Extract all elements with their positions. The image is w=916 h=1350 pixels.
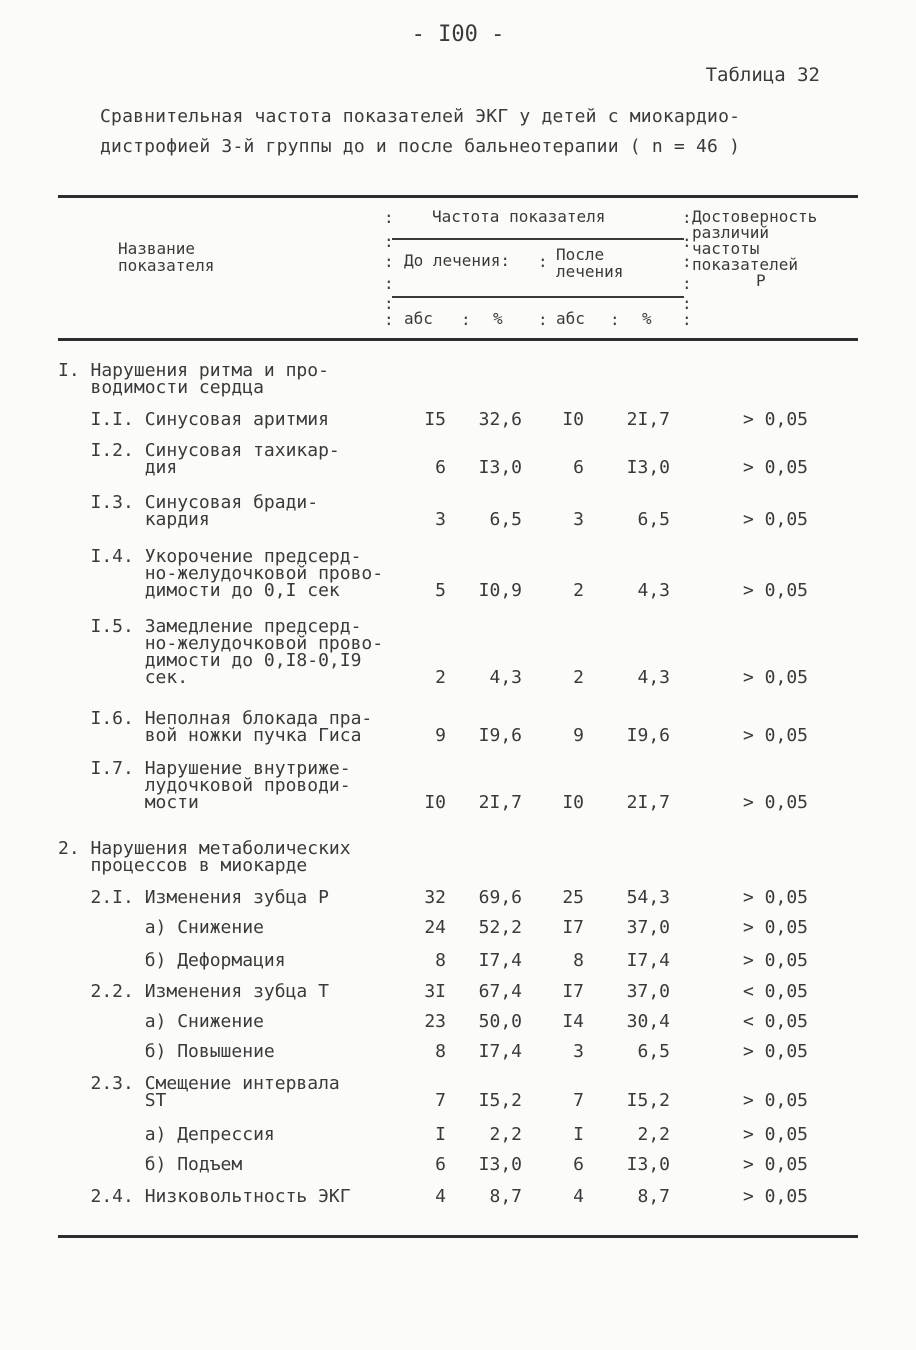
row-label-line: лудочковой проводи- xyxy=(58,775,351,796)
cell-pct2: 4,3 xyxy=(637,580,670,601)
cell-pct1: 8,7 xyxy=(489,1186,522,1207)
cell-abs2: 6 xyxy=(573,1154,584,1175)
row-label-line: кардия xyxy=(58,509,210,530)
cell-p: > 0,05 xyxy=(742,950,808,971)
cell-pct1: 6,5 xyxy=(489,509,522,530)
cell-abs1: 2 xyxy=(435,667,446,688)
cell-pct2: I7,4 xyxy=(626,950,670,971)
row-label-line: а) Снижение xyxy=(58,1011,264,1032)
cell-p: > 0,05 xyxy=(742,409,808,430)
header-separator: : xyxy=(682,310,692,329)
header-percent-after: % xyxy=(642,309,652,328)
header-separator: : xyxy=(682,294,692,313)
cell-pct2: 2,2 xyxy=(637,1124,670,1145)
row-label-line: I.4. Укорочение предсерд- xyxy=(58,546,362,567)
cell-abs1: I0 xyxy=(424,792,446,813)
header-significance-2: различий xyxy=(692,223,770,242)
cell-pct2: 37,0 xyxy=(626,981,670,1002)
cell-abs2: I7 xyxy=(562,981,584,1002)
page-number: - I00 - xyxy=(411,22,505,47)
row-label-line: I.3. Синусовая бради- xyxy=(58,492,319,513)
row-label-line: I. Нарушения ритма и про- xyxy=(58,360,329,381)
cell-pct2: 37,0 xyxy=(626,917,670,938)
row-label-line: I.I. Синусовая аритмия xyxy=(58,409,329,430)
cell-pct1: I7,4 xyxy=(478,1041,522,1062)
row-label-line: I.7. Нарушение внутриже- xyxy=(58,758,351,779)
cell-p: > 0,05 xyxy=(742,1090,808,1111)
header-separator: : xyxy=(682,232,692,251)
header-separator: : xyxy=(538,310,548,329)
row-label-line: вой ножки пучка Гиса xyxy=(58,725,362,746)
cell-abs2: 25 xyxy=(562,887,584,908)
header-separator: : xyxy=(682,274,692,293)
row-label-line: а) Депрессия xyxy=(58,1124,275,1145)
cell-pct2: I9,6 xyxy=(626,725,670,746)
cell-pct1: I3,0 xyxy=(478,1154,522,1175)
cell-p: < 0,05 xyxy=(742,981,808,1002)
cell-abs2: 3 xyxy=(573,509,584,530)
row-label-line: I.6. Неполная блокада пра- xyxy=(58,708,373,729)
cell-pct1: 32,6 xyxy=(478,409,522,430)
table-top-rule xyxy=(58,195,858,198)
row-label-line: 2.I. Изменения зубца P xyxy=(58,887,329,908)
cell-p: > 0,05 xyxy=(742,725,808,746)
cell-abs1: 3I xyxy=(424,981,446,1002)
cell-abs1: 9 xyxy=(435,725,446,746)
cell-p: > 0,05 xyxy=(742,1041,808,1062)
header-significance-p: P xyxy=(756,271,766,290)
header-indicator-name-2: показателя xyxy=(118,256,215,275)
cell-pct2: I3,0 xyxy=(626,457,670,478)
cell-abs2: 2 xyxy=(573,667,584,688)
row-label-line: сек. xyxy=(58,667,189,688)
cell-pct2: I5,2 xyxy=(626,1090,670,1111)
cell-abs1: 8 xyxy=(435,1041,446,1062)
cell-abs2: I4 xyxy=(562,1011,584,1032)
cell-pct2: 2I,7 xyxy=(626,409,670,430)
cell-pct1: 67,4 xyxy=(478,981,522,1002)
header-separator: : xyxy=(610,310,620,329)
cell-p: > 0,05 xyxy=(742,917,808,938)
cell-abs1: I xyxy=(435,1124,446,1145)
cell-pct1: I9,6 xyxy=(478,725,522,746)
cell-pct1: I5,2 xyxy=(478,1090,522,1111)
cell-abs2: 2 xyxy=(573,580,584,601)
header-frequency: Частота показателя xyxy=(432,207,606,226)
row-label-line: процессов в миокарде xyxy=(58,855,308,876)
header-separator: : xyxy=(384,252,394,271)
row-label-line: 2.2. Изменения зубца T xyxy=(58,981,329,1002)
cell-p: > 0,05 xyxy=(742,509,808,530)
cell-abs2: I0 xyxy=(562,409,584,430)
header-separator: : xyxy=(384,208,394,227)
header-before: До лечения: xyxy=(404,251,510,270)
cell-abs1: I5 xyxy=(424,409,446,430)
row-label-line: I.2. Синусовая тахикар- xyxy=(58,440,340,461)
header-percent-before: % xyxy=(493,309,503,328)
cell-pct2: 6,5 xyxy=(637,509,670,530)
header-rule-units xyxy=(392,296,684,298)
header-separator: : xyxy=(461,310,471,329)
header-separator: : xyxy=(682,208,692,227)
cell-abs1: 7 xyxy=(435,1090,446,1111)
cell-abs1: 4 xyxy=(435,1186,446,1207)
cell-abs1: 24 xyxy=(424,917,446,938)
header-separator: : xyxy=(384,294,394,313)
row-label-line: б) Повышение xyxy=(58,1041,275,1062)
cell-abs1: 23 xyxy=(424,1011,446,1032)
cell-abs1: 6 xyxy=(435,1154,446,1175)
header-separator: : xyxy=(538,252,548,271)
cell-p: > 0,05 xyxy=(742,1124,808,1145)
row-label-line: но-желудочковой прово- xyxy=(58,563,384,584)
header-abs-after: абс xyxy=(556,309,585,328)
table-caption-line-2: дистрофией 3-й группы до и после бальнеотерапии ( n = 46 ) xyxy=(100,136,741,157)
cell-pct2: 54,3 xyxy=(626,887,670,908)
row-label-line: мости xyxy=(58,792,199,813)
header-rule-frequency xyxy=(392,238,684,240)
cell-abs1: 6 xyxy=(435,457,446,478)
cell-pct1: 2I,7 xyxy=(478,792,522,813)
cell-abs2: I0 xyxy=(562,792,584,813)
row-label-line: 2.3. Смещение интервала xyxy=(58,1073,340,1094)
header-separator: : xyxy=(384,232,394,251)
cell-p: > 0,05 xyxy=(742,887,808,908)
header-after-2: лечения xyxy=(556,262,624,281)
cell-pct2: 4,3 xyxy=(637,667,670,688)
row-label-line: димости до 0,I8-0,I9 xyxy=(58,650,362,671)
cell-abs1: 8 xyxy=(435,950,446,971)
row-label-line: б) Подъем xyxy=(58,1154,243,1175)
header-significance-1: Достоверность xyxy=(692,207,818,226)
cell-abs2: I xyxy=(573,1124,584,1145)
row-label-line: водимости сердца xyxy=(58,377,264,398)
header-after-1: После xyxy=(556,245,605,264)
cell-abs2: 3 xyxy=(573,1041,584,1062)
row-label-line: но-желудочковой прово- xyxy=(58,633,384,654)
row-label-line: б) Деформация xyxy=(58,950,286,971)
cell-p: > 0,05 xyxy=(742,792,808,813)
cell-pct1: 52,2 xyxy=(478,917,522,938)
cell-abs2: 7 xyxy=(573,1090,584,1111)
cell-pct1: I7,4 xyxy=(478,950,522,971)
cell-abs1: 5 xyxy=(435,580,446,601)
header-separator: : xyxy=(384,274,394,293)
header-separator: : xyxy=(384,310,394,329)
row-label-line: I.5. Замедление предсерд- xyxy=(58,616,362,637)
cell-pct2: 30,4 xyxy=(626,1011,670,1032)
row-label-line: а) Снижение xyxy=(58,917,264,938)
cell-abs2: 9 xyxy=(573,725,584,746)
table-bottom-rule xyxy=(58,1235,858,1238)
header-indicator-name-1: Название xyxy=(118,239,196,258)
cell-pct2: 6,5 xyxy=(637,1041,670,1062)
row-label-line: ST xyxy=(58,1090,167,1111)
cell-pct1: 50,0 xyxy=(478,1011,522,1032)
header-bottom-rule xyxy=(58,338,858,341)
cell-abs2: 4 xyxy=(573,1186,584,1207)
header-separator: : xyxy=(682,252,692,271)
cell-pct2: 8,7 xyxy=(637,1186,670,1207)
row-label-line: димости до 0,I сек xyxy=(58,580,340,601)
cell-pct1: 69,6 xyxy=(478,887,522,908)
cell-p: > 0,05 xyxy=(742,457,808,478)
cell-pct1: I0,9 xyxy=(478,580,522,601)
cell-abs2: 8 xyxy=(573,950,584,971)
cell-pct2: I3,0 xyxy=(626,1154,670,1175)
cell-pct1: 2,2 xyxy=(489,1124,522,1145)
table-caption-line-1: Сравнительная частота показателей ЭКГ у детей с миокардио- xyxy=(100,106,741,127)
cell-p: > 0,05 xyxy=(742,580,808,601)
cell-pct1: I3,0 xyxy=(478,457,522,478)
cell-pct2: 2I,7 xyxy=(626,792,670,813)
cell-pct1: 4,3 xyxy=(489,667,522,688)
header-abs-before: абс xyxy=(404,309,433,328)
row-label-line: 2.4. Низковольтность ЭКГ xyxy=(58,1186,351,1207)
cell-abs2: 6 xyxy=(573,457,584,478)
cell-p: > 0,05 xyxy=(742,1154,808,1175)
cell-p: > 0,05 xyxy=(742,1186,808,1207)
cell-abs1: 3 xyxy=(435,509,446,530)
cell-p: < 0,05 xyxy=(742,1011,808,1032)
row-label-line: 2. Нарушения метаболических xyxy=(58,838,351,859)
header-significance-3: частоты xyxy=(692,239,760,258)
row-label-line: дия xyxy=(58,457,178,478)
table-label: Таблица 32 xyxy=(705,64,820,86)
header-significance-4: показателей xyxy=(692,255,798,274)
cell-p: > 0,05 xyxy=(742,667,808,688)
cell-abs1: 32 xyxy=(424,887,446,908)
cell-abs2: I7 xyxy=(562,917,584,938)
